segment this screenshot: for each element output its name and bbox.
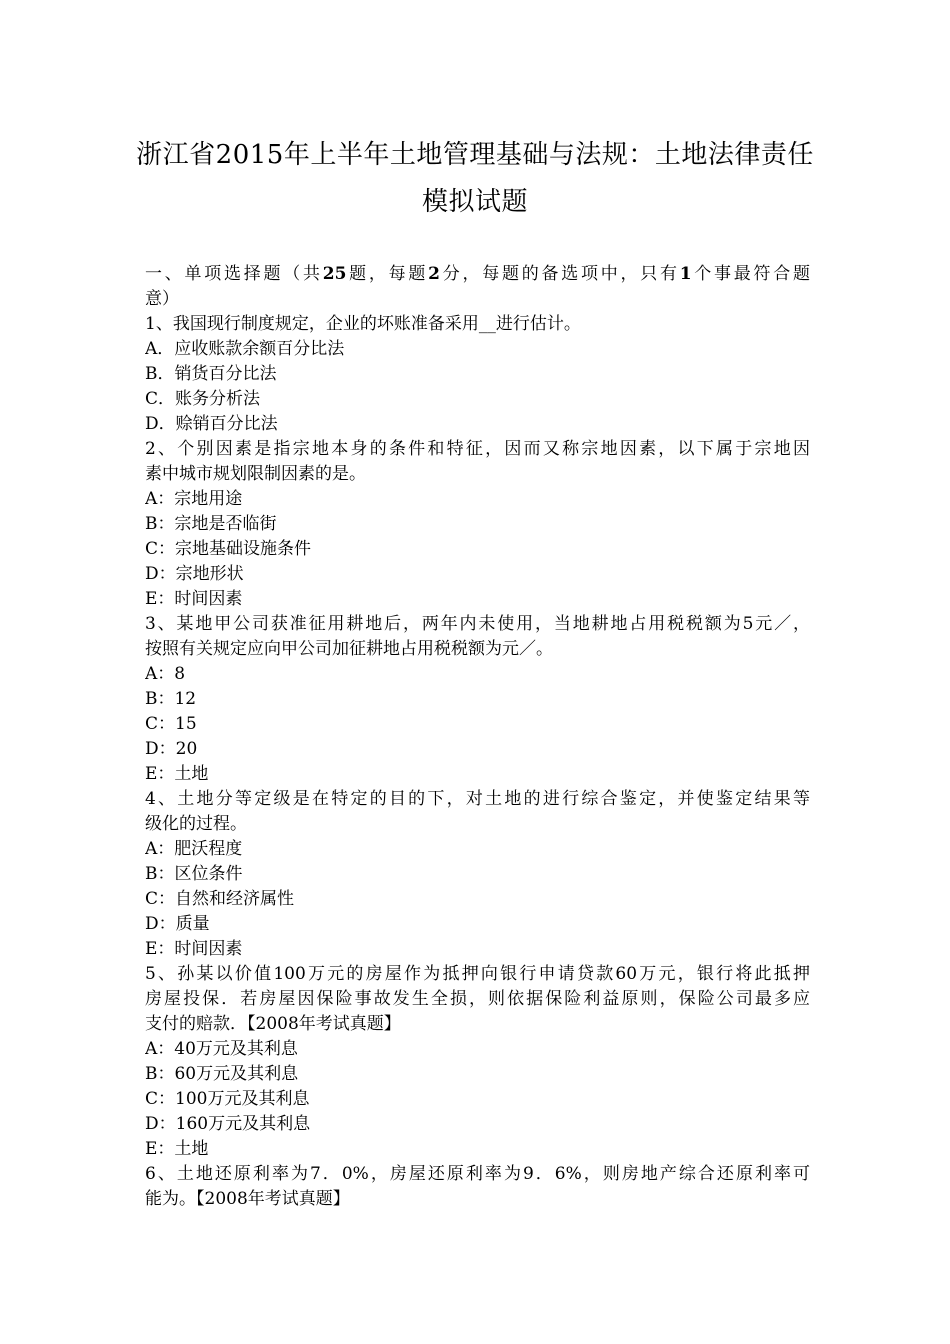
question-stem: 1、我国现行制度规定，企业的坏账准备采用__进行估计。 [145, 314, 581, 334]
question-1 [145, 312, 810, 437]
answer-option: D：宗地形状 [145, 564, 244, 584]
answer-option: C：15 [145, 714, 197, 734]
correct-count: 1 [679, 264, 692, 284]
question-5 [145, 962, 810, 1162]
answer-option: A：宗地用途 [145, 489, 243, 509]
section-heading: 一、单项选择题（共25题，每题2分，每题的备选项中，只有1个事最符合题 [145, 264, 810, 284]
answer-option: B．销货百分比法 [145, 364, 277, 384]
question-stem: 6、土地还原利率为7．0%，房屋还原利率为9．6%，则房地产综合还原利率可 [145, 1164, 810, 1184]
answer-option: C．账务分析法 [145, 389, 261, 409]
document-title-line-2: 模拟试题 [421, 187, 528, 217]
answer-option: A．应收账款余额百分比法 [145, 339, 345, 359]
document-title-line-1: 浙江省2015年上半年土地管理基础与法规：土地法律责任 [136, 140, 814, 170]
question-stem: 房屋投保．若房屋因保险事故发生全损，则依据保险利益原则，保险公司最多应 [145, 989, 810, 1009]
answer-option: C：自然和经济属性 [145, 889, 295, 909]
document-body [145, 262, 810, 1212]
answer-option: D．赊销百分比法 [145, 414, 278, 434]
question-3 [145, 612, 810, 787]
answer-option: B：区位条件 [145, 864, 243, 884]
answer-option: A：40万元及其利息 [145, 1039, 298, 1059]
answer-option: D：质量 [145, 914, 210, 934]
answer-option: C：宗地基础设施条件 [145, 539, 312, 559]
answer-option: E：时间因素 [145, 939, 243, 959]
answer-option: B：宗地是否临街 [145, 514, 277, 534]
question-stem: 级化的过程。 [145, 814, 247, 834]
question-stem: 支付的赔款．【2008年考试真题】 [145, 1014, 401, 1034]
question-stem: 4、土地分等定级是在特定的目的下，对土地的进行综合鉴定，并使鉴定结果等 [145, 789, 810, 809]
answer-option: E：土地 [145, 764, 209, 784]
question-stem: 按照有关规定应向甲公司加征耕地占用税税额为元／。 [145, 639, 553, 659]
answer-option: E：土地 [145, 1139, 209, 1159]
question-6 [145, 1162, 810, 1212]
answer-option: D：20 [145, 739, 198, 759]
section-heading-cont: 意） [145, 289, 179, 309]
question-stem: 5、孙某以价值100万元的房屋作为抵押向银行申请贷款60万元，银行将此抵押 [145, 964, 810, 984]
points-per-question: 2 [428, 264, 440, 284]
answer-option: A：肥沃程度 [145, 839, 243, 859]
question-stem: 素中城市规划限制因素的是。 [145, 464, 366, 484]
question-count: 25 [322, 264, 347, 284]
question-2 [145, 437, 810, 612]
question-stem: 3、某地甲公司获准征用耕地后，两年内未使用，当地耕地占用税税额为5元／， [145, 614, 810, 634]
answer-option: B：60万元及其利息 [145, 1064, 299, 1084]
answer-option: D：160万元及其利息 [145, 1114, 311, 1134]
answer-option: E：时间因素 [145, 589, 243, 609]
question-stem: 能为。【2008年考试真题】 [145, 1189, 350, 1209]
question-stem: 2、个别因素是指宗地本身的条件和特征，因而又称宗地因素，以下属于宗地因 [145, 439, 810, 459]
answer-option: C：100万元及其利息 [145, 1089, 310, 1109]
answer-option: B：12 [145, 689, 197, 709]
question-4 [145, 787, 810, 962]
answer-option: A：8 [145, 664, 186, 684]
